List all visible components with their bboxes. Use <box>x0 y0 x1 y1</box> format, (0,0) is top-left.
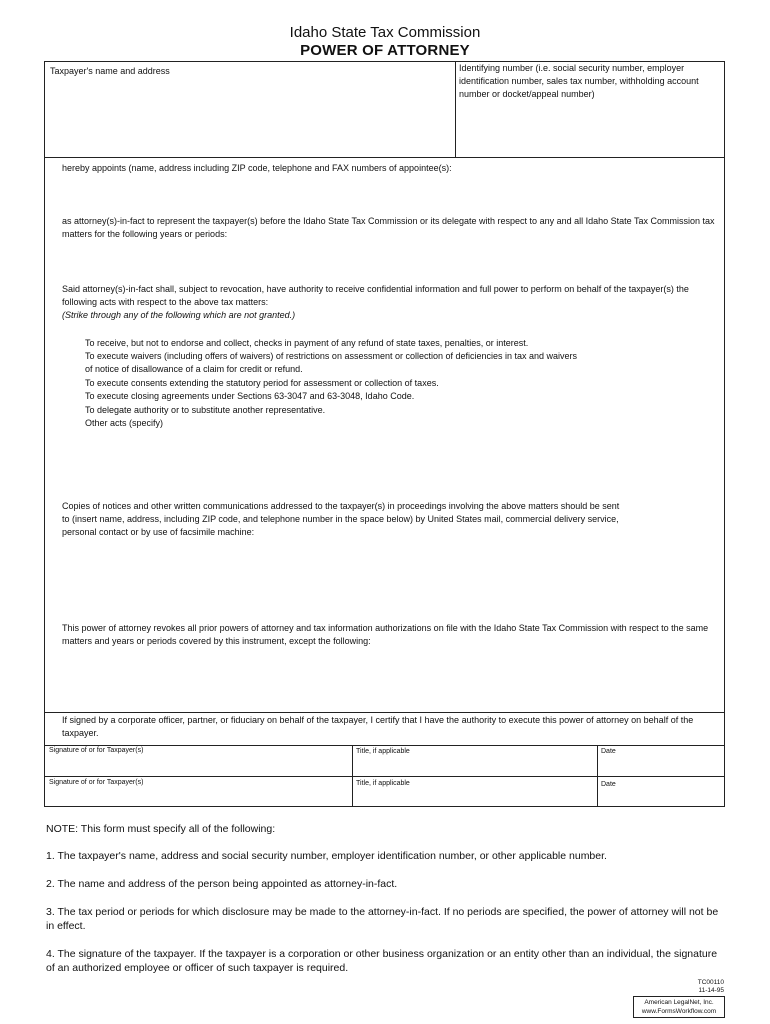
title-label-2: Title, if applicable <box>356 780 410 787</box>
taxpayer-name-label: Taxpayer's name and address <box>50 66 170 76</box>
certify-text: If signed by a corporate officer, partner, or fiduciary on behalf of the taxpayer, I certify that I have the authority to execute this power of attorney on behalf of the taxpayer. <box>62 715 694 738</box>
act-waivers-cont: of notice of disallowance of a claim for credit or refund. <box>85 364 303 374</box>
authority-text: Said attorney(s)-in-fact shall, subject to revocation, have authority to receive confidential information and full power to perform on behalf of the taxpayer(s) the following acts with respect to the above tax matters: <box>62 284 689 307</box>
signature-label-1: Signature of or for Taxpayer(s) <box>49 747 144 754</box>
top-box-divider <box>455 62 456 157</box>
title-label-1: Title, if applicable <box>356 748 410 755</box>
attorney-in-fact-text: as attorney(s)-in-fact to represent the taxpayer(s) before the Idaho State Tax Commission or its delegate with respect to any and all Idaho State Tax Commission tax matters for the following years or periods: <box>62 216 715 239</box>
note-heading: NOTE: This form must specify all of the following: <box>46 823 276 835</box>
form-code: TC00110 <box>697 979 724 986</box>
act-consents: To execute consents extending the statutory period for assessment or collection of taxes. <box>85 378 439 388</box>
signature-row-1-top <box>45 745 724 746</box>
certify-top-line <box>45 712 724 713</box>
publisher-url[interactable]: www.FormsWorkflow.com <box>641 1008 717 1015</box>
act-delegate: To delegate authority or to substitute another representative. <box>85 405 326 415</box>
top-box-bottom-line <box>45 157 724 158</box>
note-item-4: 4. The signature of the taxpayer. If the taxpayer is a corporation or other business organization or an entity other than an individual, the signature of an authorized employee or officer of such taxpayer is required. <box>46 948 718 974</box>
form-agency-title: Idaho State Tax Commission <box>289 24 481 41</box>
note-item-2: 2. The name and address of the person being appointed as attorney-in-fact. <box>46 878 398 890</box>
act-closing-agreements: To execute closing agreements under Sections 63-3047 and 63-3048, Idaho Code. <box>85 391 415 401</box>
form-title: POWER OF ATTORNEY <box>300 42 470 59</box>
form-revision-date: 11-14-95 <box>698 987 724 994</box>
identifying-number-label: Identifying number (i.e. social security number, employer identification number, sales tax number, withholding account number or docket/appeal number) <box>459 63 699 99</box>
revokes-text: This power of attorney revokes all prior powers of attorney and tax information authorizations on file with the Idaho State Tax Commission with respect to the same matters and years or periods covered by this instrument, except the following: <box>62 623 709 646</box>
note-item-3: 3. The tax period or periods for which disclosure may be made to the attorney-in-fact. If no periods are specified, the power of attorney will not be in effect. <box>46 906 719 932</box>
note-item-1: 1. The taxpayer's name, address and social security number, employer identification number, or other applicable number. <box>46 850 607 862</box>
strike-through-note: (Strike through any of the following which are not granted.) <box>62 310 296 320</box>
date-label-2: Date <box>601 781 616 788</box>
signature-label-2: Signature of or for Taxpayer(s) <box>49 779 144 786</box>
date-label-1: Date <box>601 748 616 755</box>
signature-row-2-top <box>45 776 724 777</box>
publisher-stamp <box>633 996 725 1018</box>
appoints-text: hereby appoints (name, address including ZIP code, telephone and FAX numbers of appointee(s): <box>62 163 452 173</box>
publisher-name: American LegalNet, Inc. <box>644 999 714 1006</box>
form-frame <box>44 61 725 807</box>
act-other: Other acts (specify) <box>85 418 164 428</box>
act-refund-checks: To receive, but not to endorse and collect, checks in payment of any refund of state taxes, penalties, or interest. <box>85 338 529 348</box>
act-waivers: To execute waivers (including offers of waivers) of restrictions on assessment or collection of deficiencies in tax and waivers <box>85 351 578 361</box>
copies-text: Copies of notices and other written communications addressed to the taxpayer(s) in proceedings involving the above matters should be sent to (insert name, address, including ZIP code, and telephone number in the space below) by United States mail, commercial delivery service, personal contact or by use of facsimile machine: <box>62 501 620 537</box>
